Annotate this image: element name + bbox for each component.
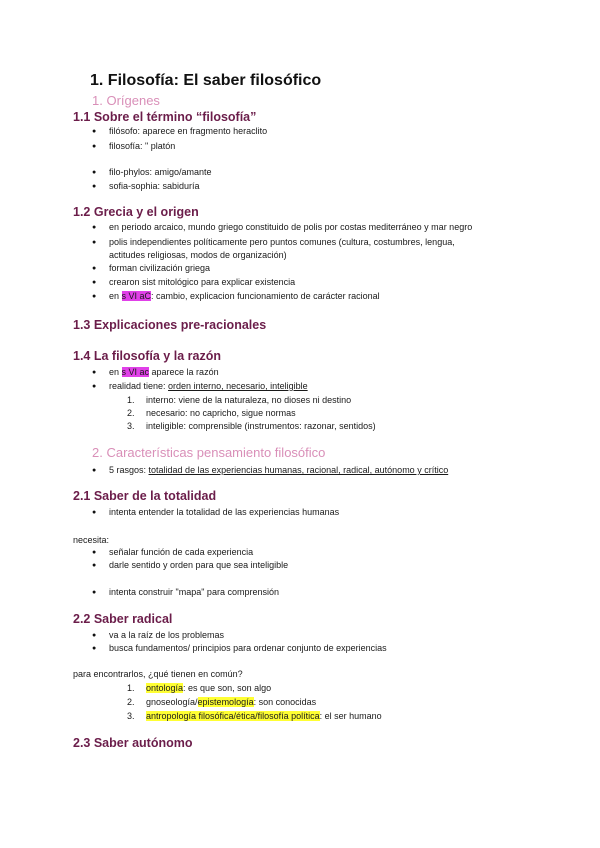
heading-1-3: 1.3 Explicaciones pre-racionales xyxy=(73,318,267,332)
list-item: filosofía: " platón xyxy=(109,141,176,151)
list-item: crearon sist mitológico para explicar existencia xyxy=(109,277,296,287)
text-run: aparece la razón xyxy=(149,367,219,377)
underlined-text: orden interno, necesario, inteligible xyxy=(168,381,308,391)
sub-item-number: 2. xyxy=(127,697,135,707)
text-run: gnoseología/ xyxy=(146,697,198,707)
list-item: darle sentido y orden para que sea inteligible xyxy=(109,560,289,570)
list-item-continuation: actitudes religiosas, modos de organización) xyxy=(109,250,287,260)
text-run: : el ser humano xyxy=(319,711,382,721)
bullet-icon: ● xyxy=(92,562,97,569)
text-run: en xyxy=(109,291,122,301)
bullet-icon: ● xyxy=(92,183,97,190)
sub-item xyxy=(146,711,382,721)
bullet-icon: ● xyxy=(92,293,97,300)
heading-origenes: 1. Orígenes xyxy=(92,93,160,108)
heading-2-1: 2.1 Saber de la totalidad xyxy=(73,489,217,503)
bullet-icon: ● xyxy=(92,509,97,516)
bullet-icon: ● xyxy=(92,645,97,652)
highlight-yellow: epistemología xyxy=(197,697,254,707)
highlight-yellow: antropología filosófica/ética/filosofía política xyxy=(146,711,320,721)
heading-1-2: 1.2 Grecia y el origen xyxy=(73,205,199,219)
sub-item: necesario: no capricho, sigue normas xyxy=(146,408,296,418)
list-item: sofia-sophia: sabiduría xyxy=(109,181,200,191)
bullet-icon: ● xyxy=(92,128,97,135)
bullet-icon: ● xyxy=(92,265,97,272)
list-item: señalar función de cada experiencia xyxy=(109,547,254,557)
list-item xyxy=(109,367,219,377)
highlight-pink: s VI aC xyxy=(121,291,152,301)
sub-item xyxy=(146,683,271,693)
heading-1-4: 1.4 La filosofía y la razón xyxy=(73,349,221,363)
heading-1-1: 1.1 Sobre el término “filosofía” xyxy=(73,110,257,124)
heading-caracteristicas: 2. Características pensamiento filosófico xyxy=(92,445,326,460)
bullet-icon: ● xyxy=(92,383,97,390)
list-item xyxy=(109,381,308,391)
list-item: forman civilización griega xyxy=(109,263,211,273)
bullet-icon: ● xyxy=(92,369,97,376)
bullet-icon: ● xyxy=(92,589,97,596)
bullet-icon: ● xyxy=(92,239,97,246)
list-item: busca fundamentos/ principios para ordenar conjunto de experiencias xyxy=(109,643,387,653)
text-run: : cambio, explicacion funcionamiento de carácter racional xyxy=(151,291,380,301)
bullet-icon: ● xyxy=(92,632,97,639)
list-item: polis independientes políticamente pero puntos comunes (cultura, costumbres, lengua, xyxy=(109,237,455,247)
heading-2-2: 2.2 Saber radical xyxy=(73,612,173,626)
heading-2-3: 2.3 Saber autónomo xyxy=(73,736,193,750)
underlined-text: totalidad de las experiencias humanas, racional, radical, autónomo y crítico xyxy=(148,465,449,475)
highlight-pink: s VI ac xyxy=(121,367,150,377)
sub-item-number: 3. xyxy=(127,421,135,431)
bullet-icon: ● xyxy=(92,169,97,176)
text-run: en xyxy=(109,367,122,377)
bullet-icon: ● xyxy=(92,279,97,286)
list-item: intenta entender la totalidad de las experiencias humanas xyxy=(109,507,340,517)
sub-item-number: 3. xyxy=(127,711,135,721)
sub-item-number: 2. xyxy=(127,408,135,418)
sub-item-number: 1. xyxy=(127,683,135,693)
list-item: intenta construir "mapa" para comprensión xyxy=(109,587,279,597)
question-text: para encontrarlos, ¿qué tienen en común? xyxy=(73,669,243,679)
text-run: 5 rasgos: xyxy=(109,465,149,475)
sub-item xyxy=(146,697,316,707)
bullet-icon: ● xyxy=(92,549,97,556)
text-run: : son conocidas xyxy=(253,697,317,707)
page-title: 1. Filosofía: El saber filosófico xyxy=(90,72,322,89)
text-run: realidad tiene: xyxy=(109,381,169,391)
bullet-icon: ● xyxy=(92,467,97,474)
list-item: filósofo: aparece en fragmento heraclito xyxy=(109,126,268,136)
sub-item-number: 1. xyxy=(127,395,135,405)
text-run: : es que son, son algo xyxy=(183,683,272,693)
list-item: filo-phylos: amigo/amante xyxy=(109,167,212,177)
sub-item: inteligible: comprensible (instrumentos: razonar, sentidos) xyxy=(146,421,376,431)
list-item: va a la raíz de los problemas xyxy=(109,630,225,640)
list-item xyxy=(109,465,448,475)
sub-item: interno: viene de la naturaleza, no dioses ni destino xyxy=(146,395,352,405)
bullet-icon: ● xyxy=(92,143,97,150)
list-item xyxy=(109,291,380,301)
list-item: en periodo arcaico, mundo griego constituido de polis por costas mediterráneo y mar negro xyxy=(109,222,473,232)
highlight-yellow: ontología xyxy=(146,683,184,693)
paragraph-label: necesita: xyxy=(73,535,110,545)
bullet-icon: ● xyxy=(92,224,97,231)
